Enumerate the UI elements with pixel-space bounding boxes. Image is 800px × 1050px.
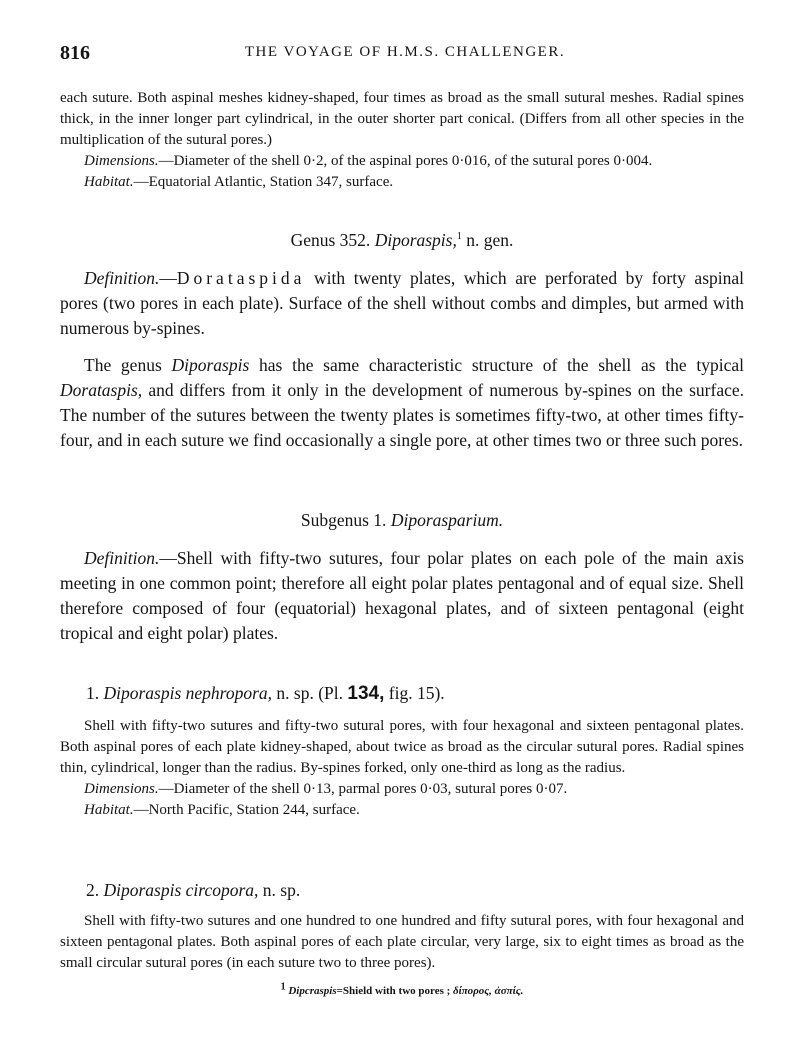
genus-discussion: [60, 353, 744, 453]
habitat-label: Habitat.: [84, 174, 134, 190]
definition-text: with twenty plates, which are perforated by forty aspinal pores (two pores in each plate). Surface of the shell without combs and dimples, but armed with numerous by-spines.: [60, 268, 744, 338]
habitat-label: Habitat.: [84, 802, 134, 818]
footnote-number: 1: [280, 981, 286, 993]
species-number: 1.: [86, 683, 100, 703]
definition-label: Definition.: [84, 548, 160, 568]
footnote-name: Dipcraspis: [288, 985, 337, 997]
species-description: Shell with fifty-two sutures and fifty-two sutural pores, with four hexagonal and sixteen pentagonal plates. Both aspinal pores of each plate kidney-shaped, about twice as broad as the circular sutural pores. Radial spines thin, cylindrical, longer than the radius. By-spines forked, only one-third as long as the radius.: [60, 718, 744, 776]
species-1-heading: [60, 681, 744, 706]
habitat-text: —North Pacific, Station 244, surface.: [133, 802, 360, 818]
definition-text: —Shell with fifty-two sutures, four polar plates on each pole of the main axis meeting in one common point; therefore all eight polar plates pentagonal and of equal size. Shell therefore composed of four (equatorial) hexagonal plates, and of sixteen pentagonal (eight tropical and eight polar) plates.: [60, 548, 744, 643]
species-name: Diporaspis nephropora,: [103, 683, 273, 703]
species-tail: n. sp. (Pl.: [276, 683, 344, 703]
para-text-1: The genus: [84, 355, 162, 375]
genus-heading: [60, 228, 744, 253]
previous-habitat: [60, 172, 744, 193]
subgenus-prefix: Subgenus 1.: [300, 510, 387, 530]
definition-label: Definition.: [84, 268, 160, 288]
para-text-2: has the same characteristic structure of the shell as the typical: [259, 355, 745, 375]
figure-ref: fig. 15).: [388, 683, 445, 703]
species-habitat: [60, 800, 744, 821]
previous-species-block: [60, 88, 744, 193]
plate-number: 134,: [347, 683, 385, 704]
definition-taxon: Dorataspida: [176, 268, 306, 288]
dimensions-label: Dimensions.: [84, 781, 159, 797]
para-genus: Diporaspis: [171, 355, 250, 375]
habitat-text: —Equatorial Atlantic, Station 347, surface.: [133, 174, 394, 190]
footnote-ref: 1: [456, 231, 462, 243]
genus-definition: [60, 266, 744, 341]
previous-dimensions: [60, 151, 744, 172]
running-title: THE VOYAGE OF H.M.S. CHALLENGER.: [244, 44, 566, 60]
genus-prefix: Genus 352.: [290, 230, 371, 250]
genus-suffix: n. gen.: [466, 230, 514, 250]
subgenus-name: Diporasparium.: [390, 510, 504, 530]
page-number: 816: [60, 42, 90, 64]
species-2-description: Shell with fifty-two sutures and one hundred to one hundred and fifty sutural pores, with four hexagonal and sixteen pentagonal plates. Both aspinal pores of each plate circular, very large, six to eight times as broad as the small circular sutural pores (in each suture two to three pores).: [60, 913, 744, 971]
species-dimensions: [60, 779, 744, 800]
species-2-heading: [60, 878, 744, 903]
species-number: 2.: [86, 880, 100, 900]
subgenus-heading: [60, 508, 744, 533]
dimensions-text: —Diameter of the shell 0·13, parmal pores 0·03, sutural pores 0·07.: [158, 781, 568, 797]
previous-species-description: each suture. Both aspinal meshes kidney-shaped, four times as broad as the small sutural meshes. Radial spines thick, in the inner longer part cylindrical, in the outer shorter part conical. (Differs from all other species in the multiplication of the sutural pores.): [60, 90, 744, 148]
footnote-text: =Shield with two pores ;: [336, 985, 451, 997]
dimensions-text: —Diameter of the shell 0·2, of the aspinal pores 0·016, of the sutural pores 0·004.: [158, 153, 653, 169]
definition-dash: —: [159, 268, 177, 288]
genus-name: Diporaspis,: [374, 230, 457, 250]
page-header: [60, 42, 750, 66]
subgenus-definition: [60, 546, 744, 646]
para-dorataspis: Dorataspis,: [60, 380, 143, 400]
species-tail: n. sp.: [262, 880, 301, 900]
footnote-greek: δίπορος, ἀσπίς.: [453, 985, 524, 997]
para-text-3: and differs from it only in the development of numerous by-spines on the surface. The number of the sutures between the twenty plates is sometimes fifty-two, at other times fifty-four, and in each suture we find occasionally a single pore, at other times two or three such pores.: [60, 380, 744, 450]
footnote: [60, 981, 744, 997]
species-name: Diporaspis circopora,: [103, 880, 259, 900]
species-1-block: [60, 716, 744, 821]
dimensions-label: Dimensions.: [84, 153, 159, 169]
